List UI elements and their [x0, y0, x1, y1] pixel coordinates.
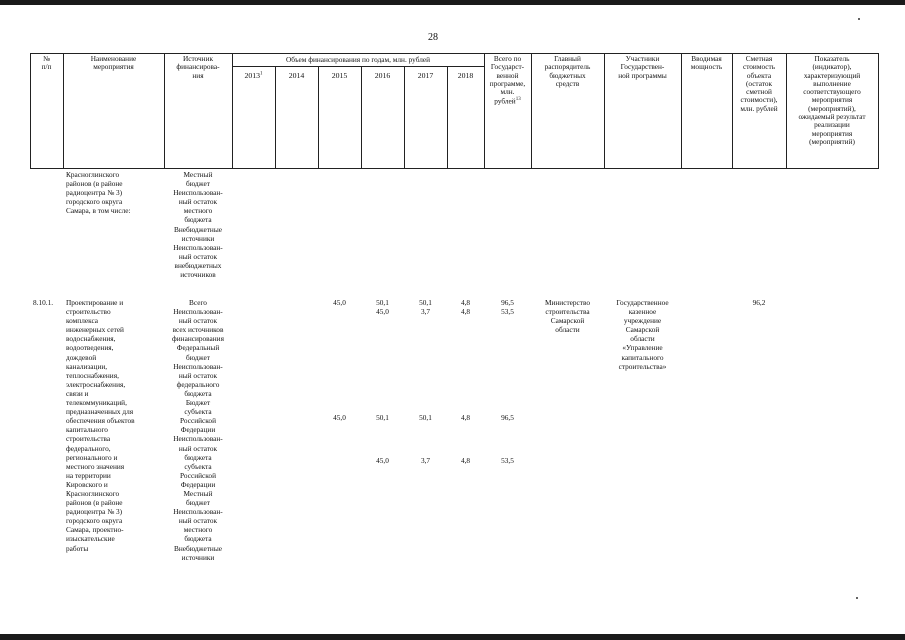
- year-2017: 2017: [417, 71, 434, 80]
- col-participants-header: Участники Государствен- ной программы: [618, 54, 667, 80]
- block2-participants: Государственное казенное учреждение Самарской области «Управление капитального строительства»: [616, 298, 669, 371]
- bottom-border: [0, 634, 905, 640]
- block2-name: Проектирование и строительство комплекса инженерных сетей водоснабжения, водоотведения, дождевой канализации, теплоснабжения, электроснабжения, связи и телекоммуникаций, предназначенных для обеспечения объектов капитального строительства федерального, регионального и местного значения на территории Кировского и Красноглинского районов (в районе радиоцентра № 3) городского округа Самара, проектно- изыскательские работы: [66, 298, 135, 553]
- year-2015: 2015: [331, 71, 348, 80]
- col-total-header: Всего по Государст- венной программе, млн. рублей$^{13}$: [489, 54, 526, 106]
- col-funding-header: Объем финансирования по годам, млн. рублей: [285, 55, 431, 64]
- block1-sources: Местный бюджет Неиспользован- ный остаток местного бюджета Внебюджетные источники Неиспользован- ный остаток внебюджетных источников: [173, 170, 223, 280]
- col-number-header: № п/п: [41, 54, 52, 72]
- block2-manager: Министерство строительства Самарской области: [545, 298, 590, 335]
- col-capacity-header: Вводимая мощность: [690, 54, 723, 72]
- year-2016: 2016: [374, 71, 391, 80]
- top-border: [0, 0, 905, 5]
- year-2018: 2018: [457, 71, 474, 80]
- col-source-header: Источник финансирова- ния: [176, 54, 220, 80]
- col-cost-header: Сметная стоимость объекта (остаток сметной стоимости), млн. рублей: [740, 54, 778, 113]
- col-manager-header: Главный распорядитель бюджетных средств: [544, 54, 591, 88]
- page-number: 28: [428, 32, 438, 43]
- scan-speck: [858, 18, 860, 20]
- scan-speck: [856, 597, 858, 599]
- block2-sources: Всего Неиспользован- ный остаток всех источников финансирования Федеральный бюджет Неиспользован- ный остаток федерального бюджета Бюджет субъекта Российской Федерации Неиспользован- ный остаток бюджета субъекта Российской Федерации Местный бюджет Неиспользован- ный остаток местного бюджета Внебюджетные источники: [172, 298, 224, 562]
- block2-cost: 96,2: [752, 298, 766, 307]
- year-2014: 2014: [288, 71, 305, 80]
- year-2013: 2013$^1$: [244, 71, 263, 80]
- col-name-header: Наименование мероприятия: [90, 54, 137, 72]
- block1-name: Красноглинского районов (в районе радиоцентра № 3) городского округа Самара, в том числе:: [66, 170, 131, 216]
- col-indicator-header: Показатель (индикатор), характеризующий выполнение соответствующего мероприятия (мероприятий), ожидаемый результат реализации мероприятия (мероприятий): [798, 54, 866, 146]
- block2-number: 8.10.1.: [33, 298, 54, 307]
